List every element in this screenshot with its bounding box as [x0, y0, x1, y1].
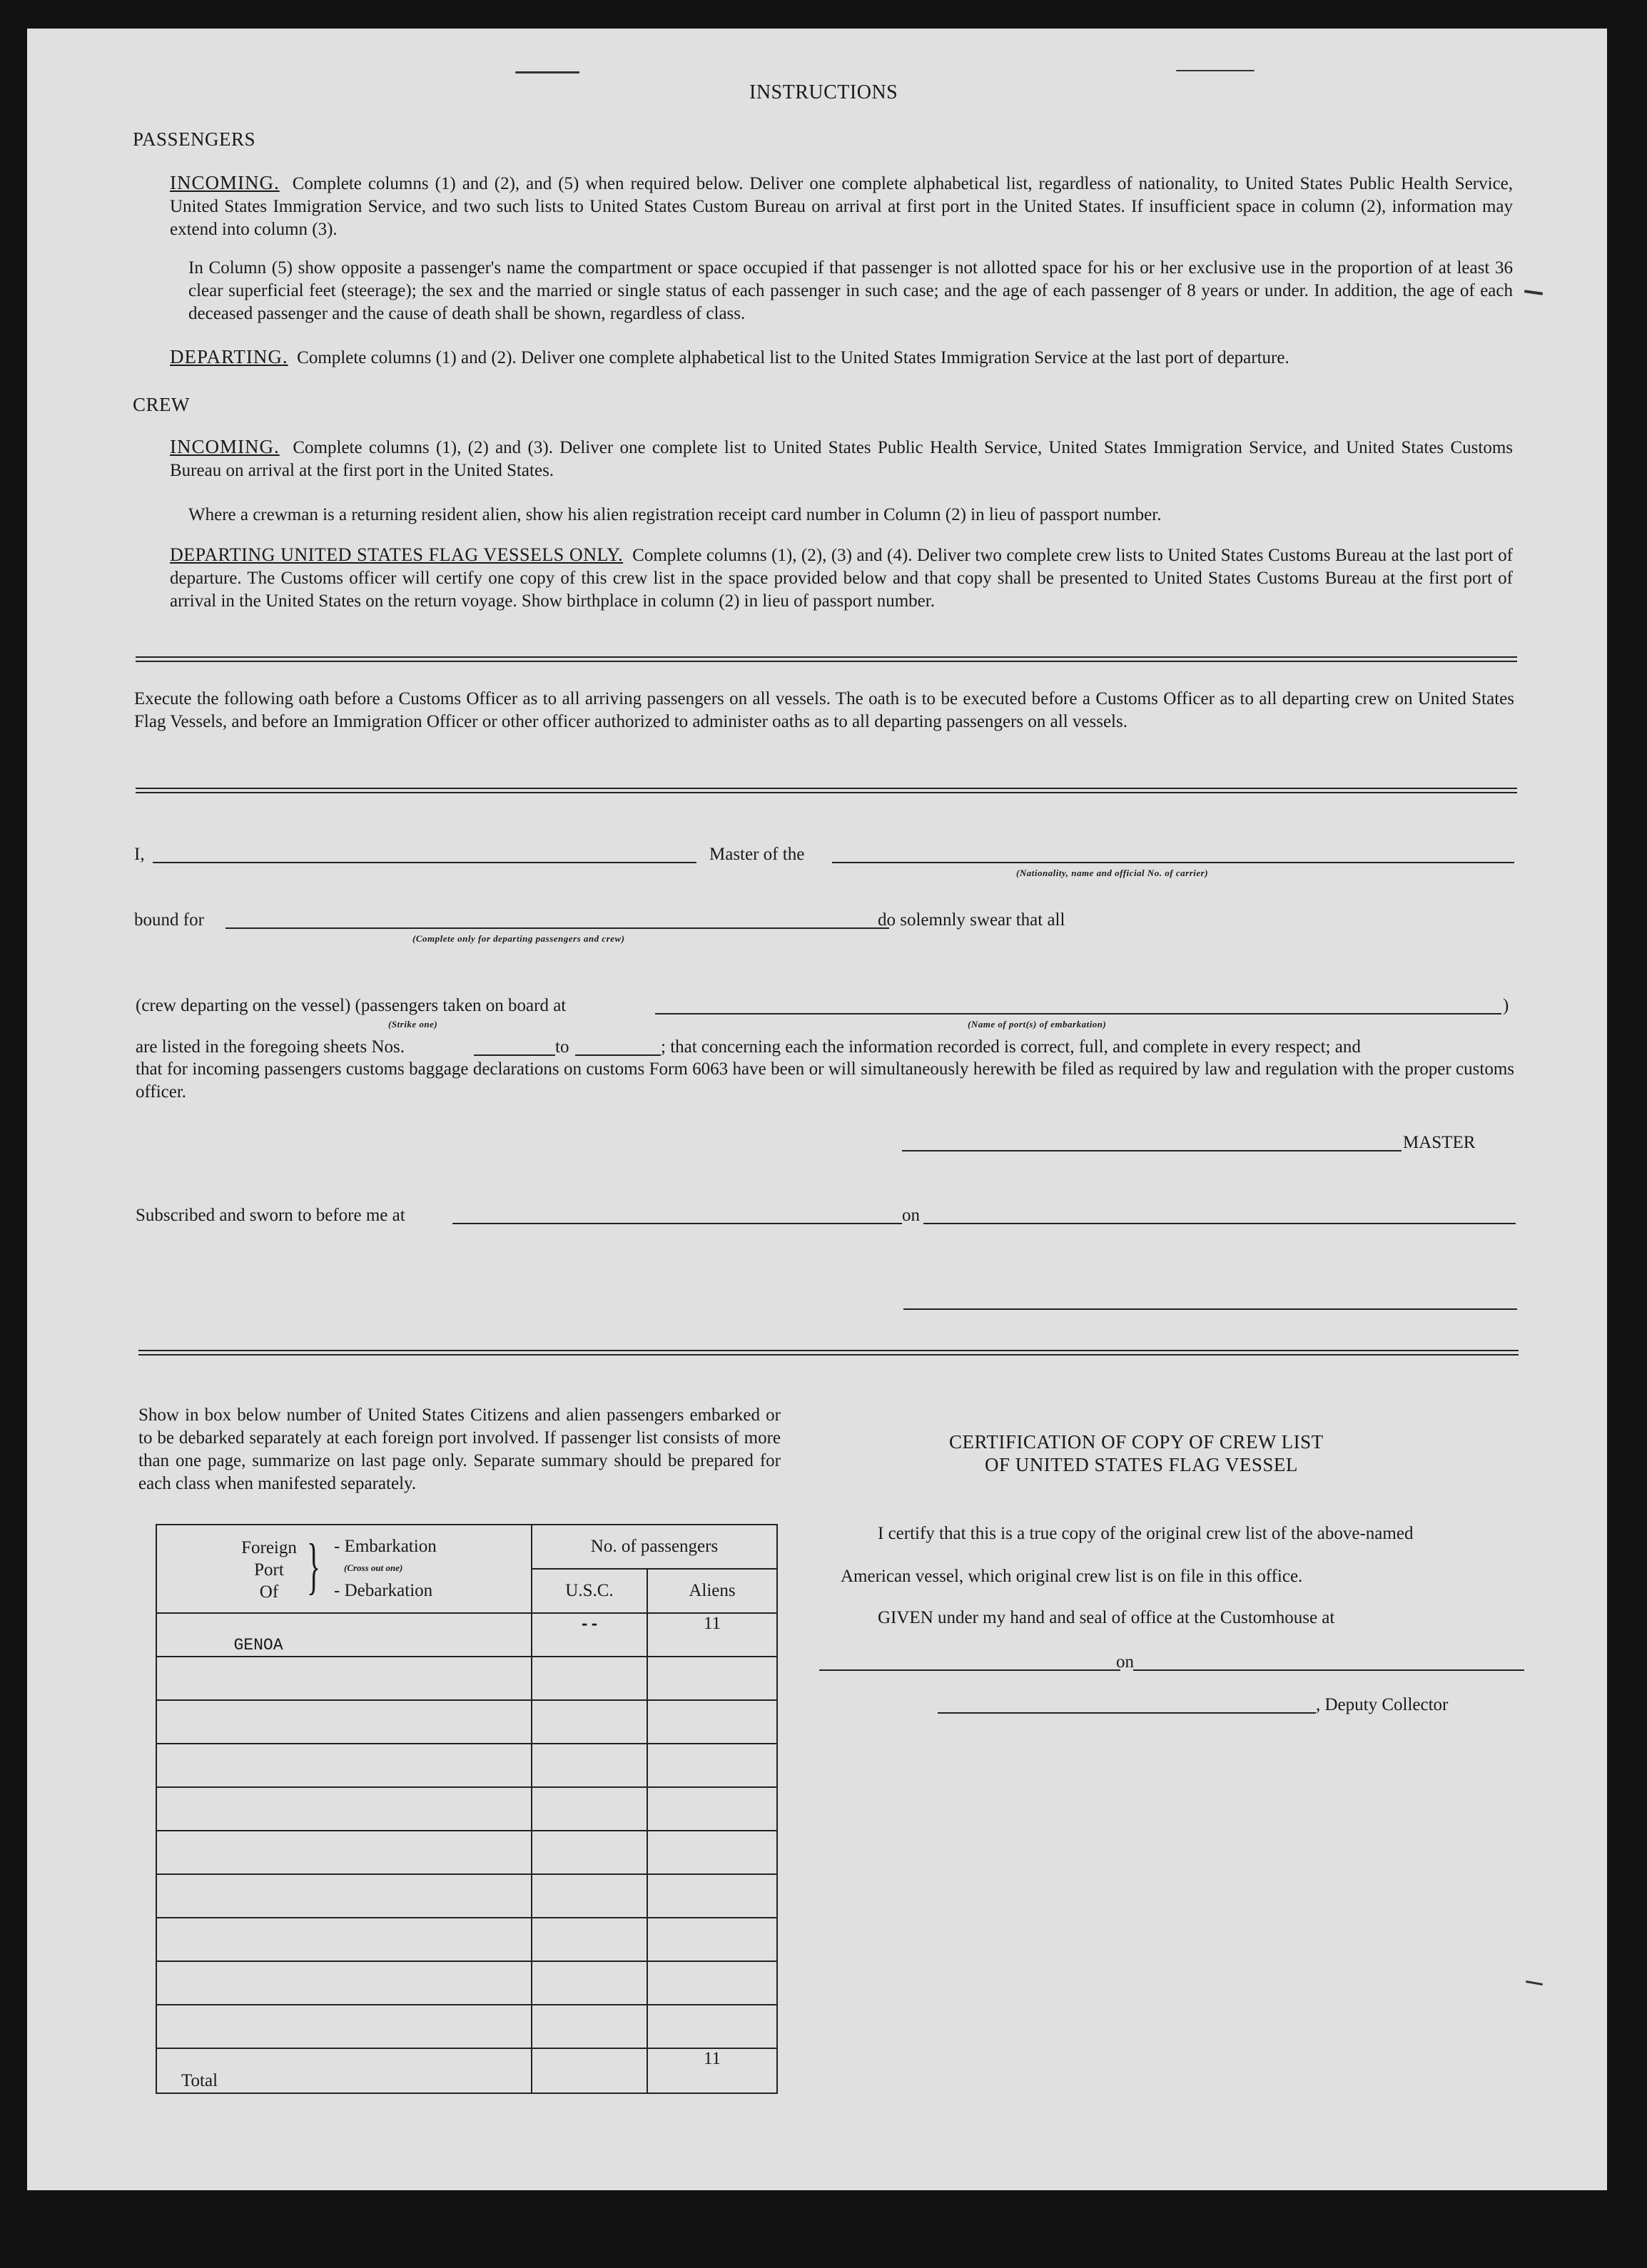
deputy-signature-field[interactable]	[938, 1712, 1316, 1714]
oath-bound-for: bound for	[134, 910, 204, 930]
crew-incoming-label: INCOMING.	[170, 436, 280, 457]
scan-mark	[1524, 290, 1543, 295]
passengers-incoming-label: INCOMING.	[170, 172, 280, 193]
passengers-departing-paragraph	[170, 345, 1513, 370]
col-port-3: Of	[259, 1582, 279, 1602]
port-header-cell	[156, 1525, 532, 1613]
oath-instructions: Execute the following oath before a Customs Officer as to all arriving passengers on all vessels. The oath is to be executed before a Customs Officer as to all departing crew on United States Flag Vessels, and before an Immigration Officer or other officer authorized to administer oaths as to all departing passengers on all vessels.	[134, 689, 1514, 731]
sworn-on-label: on	[902, 1206, 920, 1225]
certification-title-1: CERTIFICATION OF COPY OF CREW LIST	[949, 1431, 1324, 1453]
bound-caption: (Complete only for departing passengers and crew)	[412, 933, 625, 944]
port-cell[interactable]	[156, 1700, 532, 1744]
table-row	[156, 1831, 777, 1874]
sworn-date-field[interactable]	[923, 1223, 1516, 1224]
table-row	[156, 1874, 777, 1918]
divider-2	[136, 788, 1517, 793]
form-sheet	[27, 29, 1607, 2190]
sheet-from-field[interactable]	[474, 1054, 555, 1056]
port-cell[interactable]	[156, 2005, 532, 2048]
usc-cell[interactable]	[532, 2005, 647, 2048]
passengers-departing-label: DEPARTING.	[170, 346, 288, 367]
port-cell: GENOA	[233, 1636, 283, 1654]
embarkation-label: - Embarkation	[334, 1537, 437, 1556]
oath-close-paren: )	[1503, 996, 1509, 1015]
sheet-to-field[interactable]	[575, 1054, 661, 1056]
total-usc	[532, 2048, 647, 2093]
scan-mark	[1176, 70, 1255, 71]
passengers-departing-text: Complete columns (1) and (2). Deliver one complete alphabetical list to the United States Immigration Service at the last port of departure.	[297, 348, 1289, 367]
aliens-cell[interactable]	[647, 1961, 777, 2005]
table-row	[156, 1961, 777, 2005]
sworn-place-field[interactable]	[452, 1223, 902, 1224]
oath-i-label: I,	[134, 845, 145, 864]
aliens-cell[interactable]	[647, 1744, 777, 1787]
certification-line-3: GIVEN under my hand and seal of office at the Customhouse at	[878, 1608, 1335, 1627]
table-row	[156, 1657, 777, 1700]
aliens-cell[interactable]	[647, 1787, 777, 1831]
port-caption: (Name of port(s) of embarkation)	[968, 1019, 1107, 1029]
usc-cell[interactable]	[532, 1787, 647, 1831]
col-usc: U.S.C.	[532, 1569, 647, 1613]
oath-crew-passengers: (crew departing on the vessel) (passengers taken on board at	[136, 996, 567, 1015]
crew-resident-paragraph: Where a crewman is a returning resident alien, show his alien registration receipt card number in Column (2) in lieu of passport number.	[188, 505, 1162, 524]
oath-listed-a: are listed in the foregoing sheets Nos.	[136, 1037, 405, 1057]
deputy-collector-label: , Deputy Collector	[1316, 1695, 1449, 1714]
passengers-incoming-paragraph	[170, 171, 1513, 241]
master-label: MASTER	[1403, 1133, 1476, 1152]
table-row	[156, 1918, 777, 1961]
embarkation-port-field[interactable]	[655, 1013, 1501, 1015]
aliens-cell: 11	[703, 1614, 721, 1633]
brace-icon: }	[307, 1532, 321, 1601]
customhouse-field[interactable]	[819, 1669, 1120, 1671]
usc-cell[interactable]	[532, 1744, 647, 1787]
total-row	[156, 2048, 777, 2093]
crew-departing-label: DEPARTING UNITED STATES FLAG VESSELS ONLY.	[170, 544, 624, 565]
passenger-summary-table	[156, 1524, 778, 2094]
col-port-2: Port	[254, 1560, 284, 1580]
scan-mark	[1526, 1980, 1543, 1985]
cross-out-caption: (Cross out one)	[344, 1562, 403, 1573]
usc-cell[interactable]	[532, 1700, 647, 1744]
usc-cell[interactable]	[532, 1657, 647, 1700]
divider-1	[136, 656, 1517, 662]
port-cell[interactable]	[156, 1918, 532, 1961]
oath-listed-c: that for incoming passengers customs baggage declarations on customs Form 6063 have been or will simultaneously herewith be filed as required by law and regulation with the proper customs officer.	[136, 1059, 1514, 1102]
oath-master-of-the: Master of the	[709, 845, 805, 864]
oath-swear-text: do solemnly swear that all	[878, 910, 1065, 930]
oath-listed-b: ; that concerning each the information recorded is correct, full, and complete in every respect; and	[661, 1037, 1361, 1057]
aliens-cell[interactable]	[647, 1918, 777, 1961]
carrier-field[interactable]	[832, 862, 1514, 863]
certification-line-2: American vessel, which original crew list is on file in this office.	[841, 1567, 1303, 1586]
scan-mark	[515, 71, 579, 73]
bound-for-field[interactable]	[225, 927, 889, 929]
nationality-caption: (Nationality, name and official No. of carrier)	[1016, 868, 1209, 878]
port-cell[interactable]	[156, 1874, 532, 1918]
crew-departing-text: Complete columns (1), (2), (3) and (4). Deliver two complete crew lists to United States Customs Bureau at the last port of departure. The Customs officer will certify one copy of this crew list in the space provided below and that copy shall be presented to United States Customs Bureau at the first port of arrival in the United States on the return voyage. Show birthplace in column (2) in lieu of passport number.	[170, 546, 1513, 611]
aliens-cell[interactable]	[647, 1831, 777, 1874]
table-row	[156, 1700, 777, 1744]
aliens-cell[interactable]	[647, 1700, 777, 1744]
crew-heading: CREW	[133, 394, 190, 415]
port-cell[interactable]	[156, 1657, 532, 1700]
port-cell[interactable]	[156, 1961, 532, 2005]
oath-listed-to: to	[555, 1037, 569, 1057]
table-row	[156, 1613, 777, 1657]
port-cell[interactable]	[156, 1787, 532, 1831]
master-signature-field[interactable]	[902, 1150, 1402, 1151]
table-row	[156, 2005, 777, 2048]
subscribed-label: Subscribed and sworn to before me at	[136, 1206, 405, 1225]
usc-cell[interactable]	[532, 1918, 647, 1961]
col-aliens: Aliens	[647, 1569, 777, 1613]
crew-incoming-paragraph	[170, 435, 1513, 482]
aliens-cell[interactable]	[647, 1874, 777, 1918]
port-cell[interactable]	[156, 1744, 532, 1787]
certification-date-field[interactable]	[1133, 1669, 1524, 1671]
certification-line-1: I certify that this is a true copy of the original crew list of the above-named	[878, 1524, 1414, 1543]
strike-caption: (Strike one)	[388, 1019, 438, 1029]
aliens-cell[interactable]	[647, 2005, 777, 2048]
divider-3	[138, 1350, 1519, 1356]
port-cell[interactable]	[156, 1831, 532, 1874]
debarkation-label: - Debarkation	[334, 1581, 433, 1600]
usc-cell[interactable]	[532, 1831, 647, 1874]
table-row	[156, 1744, 777, 1787]
crew-departing-paragraph	[170, 544, 1513, 613]
usc-cell[interactable]	[532, 1961, 647, 2005]
passengers-incoming-text: Complete columns (1) and (2), and (5) when required below. Deliver one complete alphabetical list, regardless of nationality, to United States Public Health Service, United States Immigration Service, and two such lists to United States Custom Bureau on arrival at first port in the United States. If insufficient space in column (2), information may extend into column (3).	[170, 174, 1514, 239]
aliens-cell[interactable]	[647, 1657, 777, 1700]
crew-incoming-text: Complete columns (1), (2) and (3). Deliver one complete list to United States Public Health Service, United States Immigration Service, and United States Customs Bureau on arrival at the first port in the United States.	[170, 438, 1514, 480]
master-name-field[interactable]	[153, 862, 696, 863]
certification-on-label: on	[1116, 1652, 1134, 1672]
certification-title-2: OF UNITED STATES FLAG VESSEL	[985, 1454, 1298, 1475]
col-passengers: No. of passengers	[532, 1525, 777, 1569]
page-title: INSTRUCTIONS	[749, 81, 898, 103]
total-label: Total	[156, 2048, 532, 2093]
usc-cell[interactable]	[532, 1874, 647, 1918]
summary-intro: Show in box below number of United States Citizens and alien passengers embarked or to be debarked separately at each foreign port involved. If passenger list consists of more than one page, summarize on last page only. Separate summary should be prepared for each class when manifested separately.	[138, 1405, 781, 1493]
passengers-heading: PASSENGERS	[133, 128, 256, 150]
total-aliens: 11	[647, 2048, 777, 2093]
officer-signature-field[interactable]	[903, 1308, 1517, 1310]
passengers-column5-paragraph: In Column (5) show opposite a passenger's name the compartment or space occupied if that passenger is not allotted space for his or her exclusive use in the proportion of at least 36 clear superficial feet (steerage); the sex and the married or single status of each passenger in such case; and the age of each passenger of 8 years or under. In addition, the age of each deceased passenger and the cause of death shall be shown, regardless of class.	[188, 258, 1513, 323]
usc-cell: --	[579, 1615, 599, 1634]
table-row	[156, 1787, 777, 1831]
col-port-1: Foreign	[241, 1538, 297, 1557]
